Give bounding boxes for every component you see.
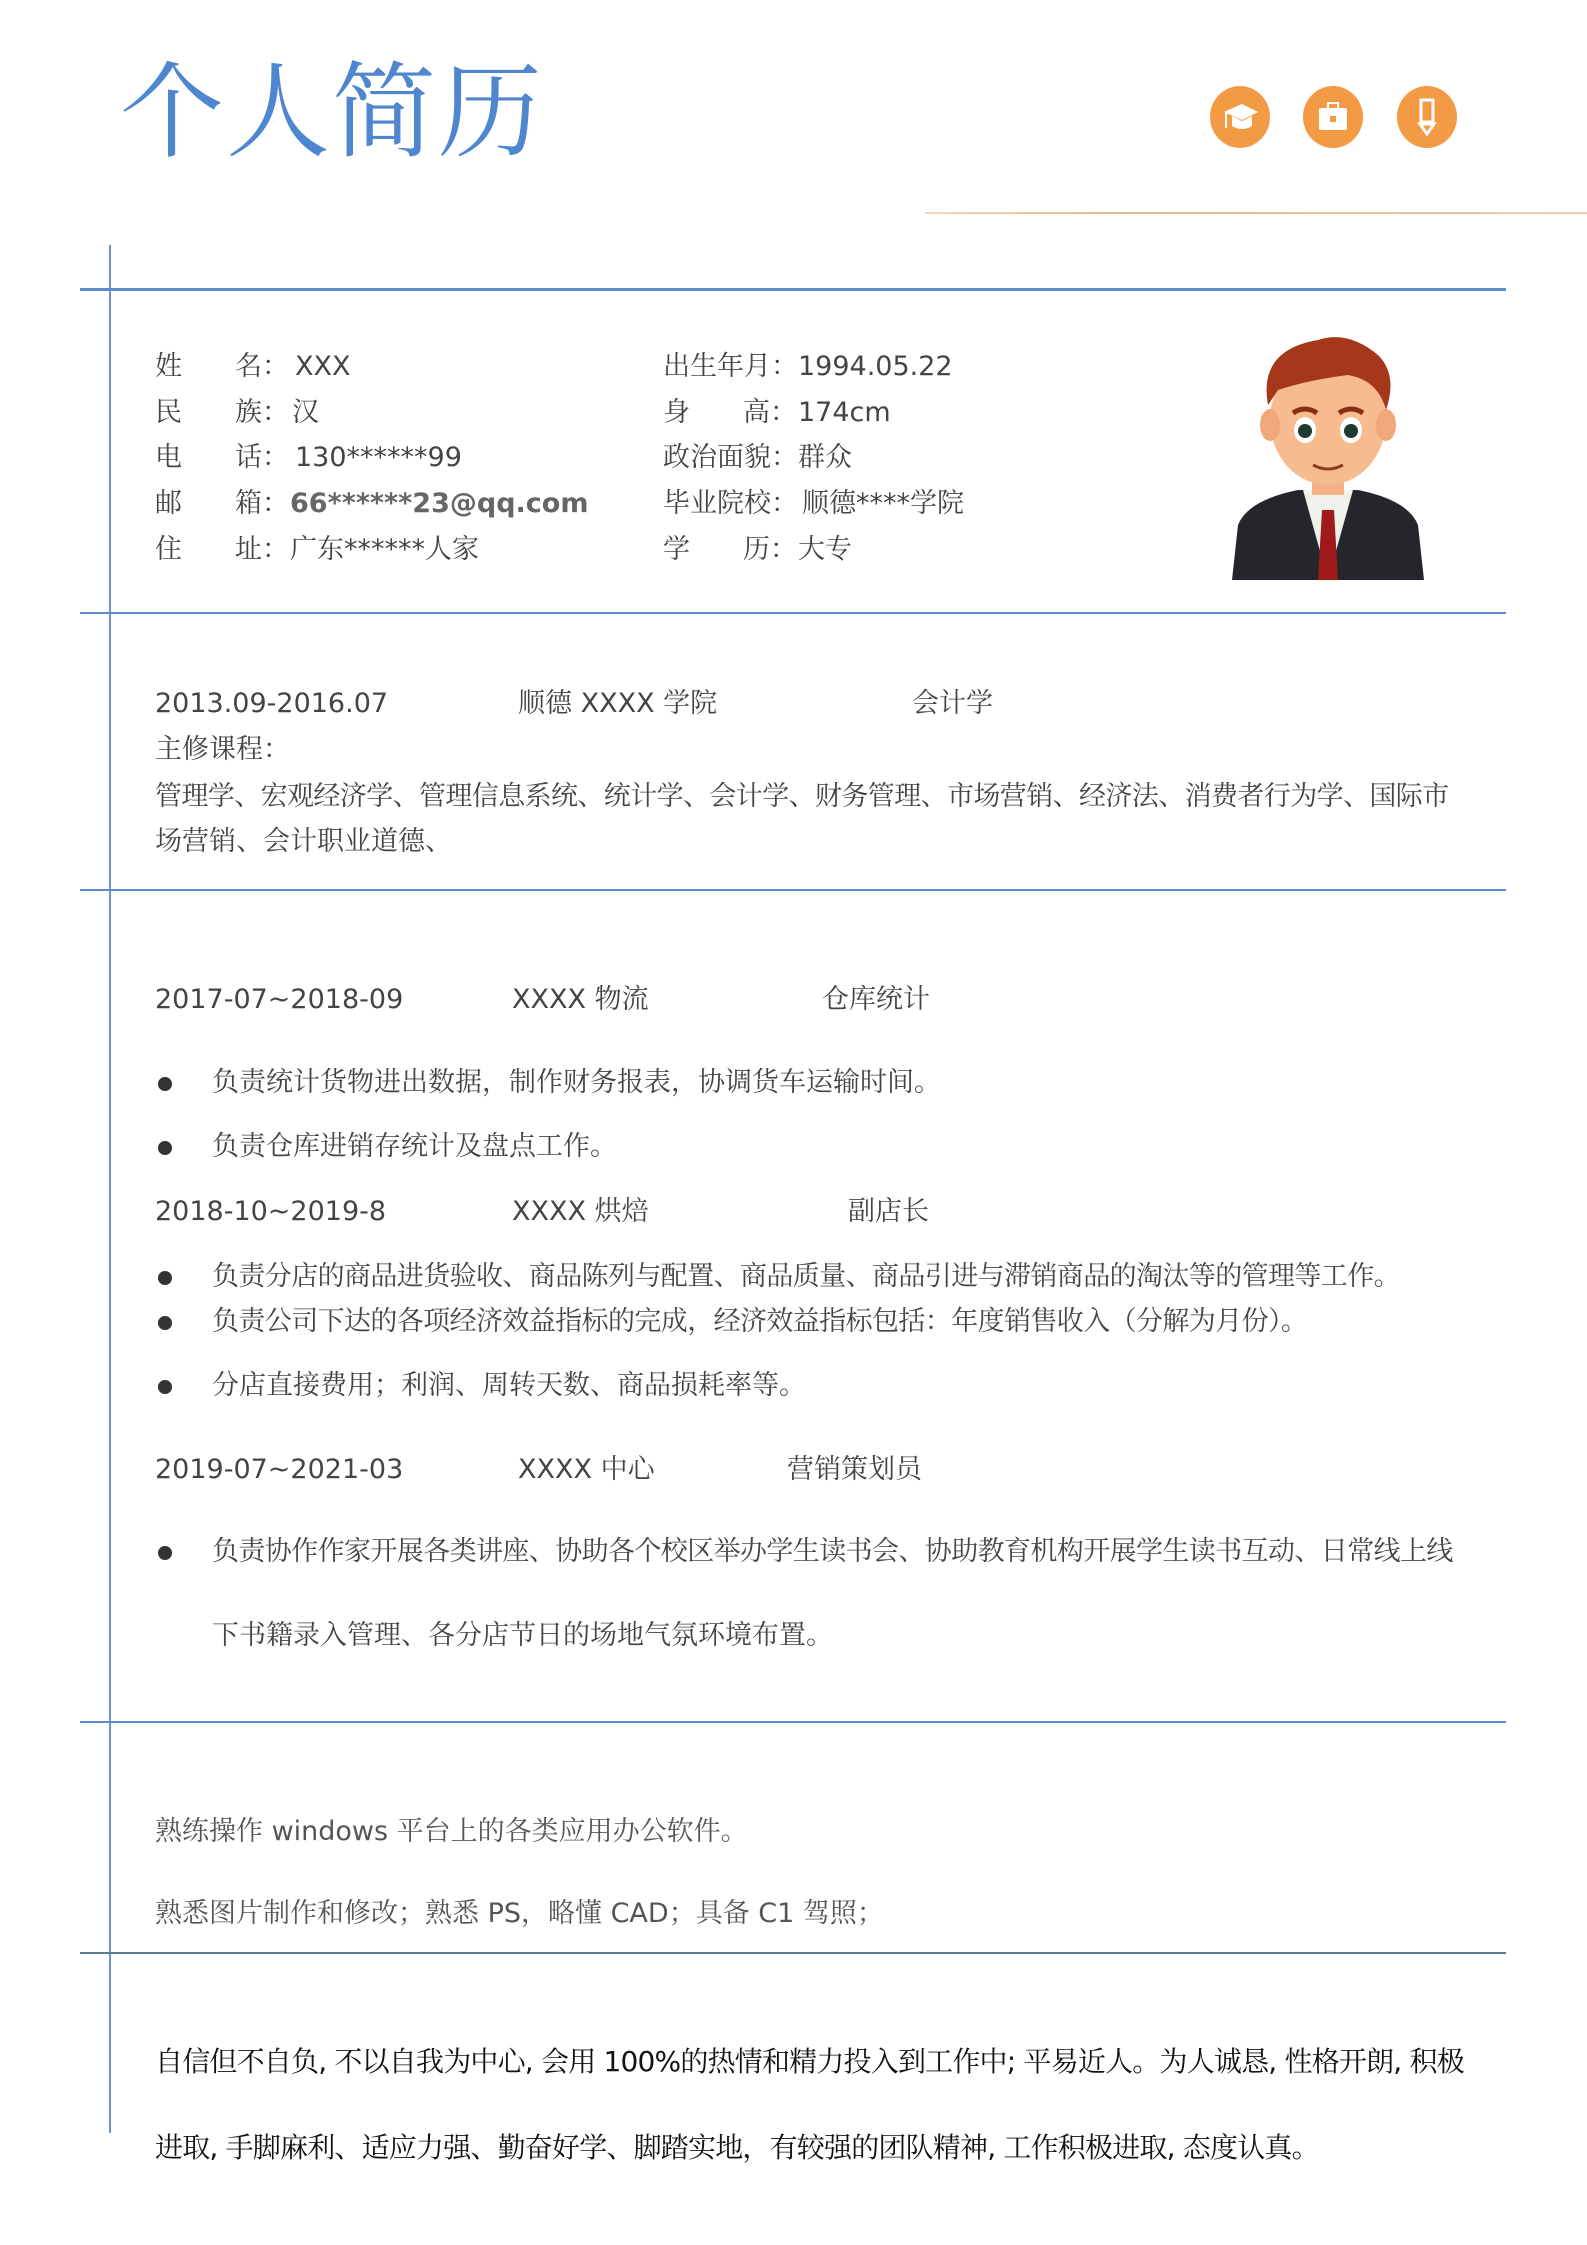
skill-item: 熟悉图片制作和修改；熟悉 PS，略懂 CAD；具备 C1 驾照； [155,1898,884,1929]
label-address-b: 址 [235,534,262,565]
education-major: 会计学 [912,688,993,719]
courses-line: 管理学、宏观经济学、管理信息系统、统计学、会计学、财务管理、市场营销、经济法、消费者行为学、国际市 [155,781,1449,812]
work-bullet: 负责统计货物进出数据，制作财务报表，协调货车运输时间。 [212,1067,941,1098]
bullet-icon [158,1271,172,1285]
work-company: XXXX 烘焙 [512,1196,649,1227]
section-divider [80,288,1506,291]
height-value: 174cm [798,397,891,428]
section-divider [80,612,1506,614]
self-evaluation-line: 进取, 手脚麻利、适应力强、勤奋好学、脚踏实地，有较强的团队精神, 工作积极进取, 态度认真。 [155,2131,1319,2164]
degree-value: 大专 [798,534,852,565]
work-period: 2018-10~2019-8 [155,1196,387,1227]
name-value: XXX [295,351,351,382]
work-position: 营销策划员 [787,1454,922,1485]
bullet-icon [158,1141,172,1155]
education-school: 顺德 XXXX 学院 [518,688,718,719]
label-political: 政治面貌： [663,442,798,473]
graduation-cap-icon [1210,86,1270,148]
work-company: XXXX 中心 [518,1454,655,1485]
work-bullet: 负责仓库进销存统计及盘点工作。 [212,1131,617,1162]
label-ethnicity-a: 民 [155,397,182,428]
work-bullet: 负责公司下达的各项经济效益指标的完成，经济效益指标包括：年度销售收入（分解为月份）。 [212,1306,1308,1337]
timeline-vertical-line [109,245,111,2133]
label-degree-b: 历： [743,534,797,565]
courses-label: 主修课程： [155,734,290,765]
school-value: 顺德****学院 [802,488,964,519]
colon: ： [262,397,289,428]
work-position: 仓库统计 [822,984,930,1015]
label-ethnicity-b: 族 [235,397,262,428]
label-address-a: 住 [155,534,182,565]
work-bullet-continuation: 下书籍录入管理、各分店节日的场地气氛环境布置。 [212,1620,833,1651]
briefcase-icon [1303,86,1363,148]
page-title: 个人简历 [120,51,545,173]
section-divider [80,889,1506,891]
work-period: 2017-07~2018-09 [155,984,404,1015]
label-phone-b: 话 [235,442,262,473]
work-bullet: 负责分店的商品进货验收、商品陈列与配置、商品质量、商品引进与滞销商品的淘汰等的管理等工作。 [212,1261,1400,1292]
label-name-b: 名 [235,351,262,382]
colon: ： [262,534,289,565]
birth-value: 1994.05.22 [798,351,953,382]
label-birth: 出生年月： [663,351,798,382]
label-email-a: 邮 [155,488,182,519]
work-bullet: 负责协作作家开展各类讲座、协助各个校区举办学生读书会、协助教育机构开展学生读书互动、日常线上线 [212,1536,1453,1567]
work-company: XXXX 物流 [512,984,649,1015]
political-value: 群众 [798,442,852,473]
label-degree-a: 学 [663,534,690,565]
colon: ： [262,351,289,382]
label-phone-a: 电 [155,442,182,473]
skill-item: 熟练操作 windows 平台上的各类应用办公软件。 [155,1816,748,1847]
education-period: 2013.09-2016.07 [155,688,389,719]
label-height-a: 身 [663,397,690,428]
bullet-icon [158,1077,172,1091]
colon: ： [262,442,289,473]
label-name-a: 姓 [155,351,182,382]
courses-line: 场营销、会计职业道德、 [155,826,452,857]
bullet-icon [158,1380,172,1394]
avatar [1228,335,1428,584]
header-divider [925,212,1587,214]
address-value: 广东******人家 [290,534,479,565]
label-email-b: 箱 [235,488,262,519]
work-period: 2019-07~2021-03 [155,1454,404,1485]
label-school: 毕业院校： [663,488,798,519]
self-evaluation-line: 自信但不自负, 不以自我为中心, 会用 100%的热情和精力投入到工作中; 平易近人。为人诚恳, 性格开朗, 积极 [155,2045,1464,2078]
bullet-icon [158,1316,172,1330]
section-divider [80,1721,1506,1723]
section-divider [80,1952,1506,1954]
bullet-icon [158,1546,172,1560]
colon: ： [262,488,289,519]
phone-value: 130******99 [295,442,462,473]
work-bullet: 分店直接费用；利润、周转天数、商品损耗率等。 [212,1370,806,1401]
work-position: 副店长 [848,1196,929,1227]
label-height-b: 高： [743,397,797,428]
email-value: 66******23@qq.com [290,488,589,519]
ethnicity-value: 汉 [292,397,319,428]
pencil-icon [1397,86,1457,148]
